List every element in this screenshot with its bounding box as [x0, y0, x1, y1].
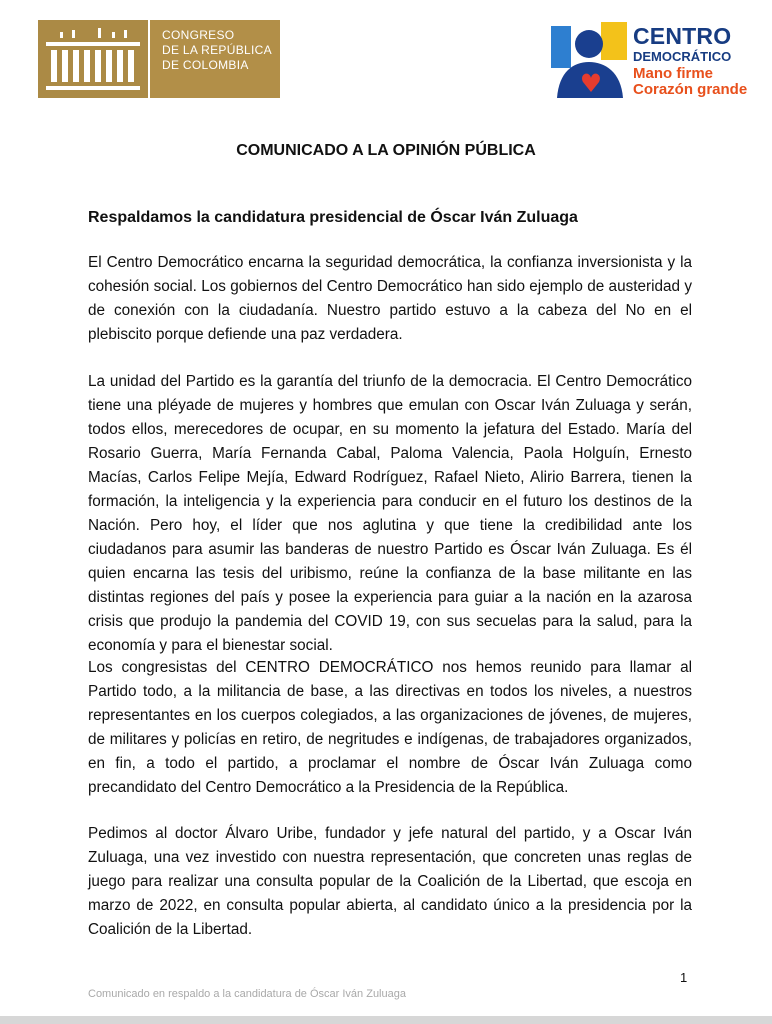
party-name-line-1: CENTRO [633, 23, 732, 49]
party-emblem-icon [551, 22, 627, 98]
party-slogan-line-1: Mano firme [633, 65, 714, 82]
page-number: 1 [680, 970, 688, 985]
paragraph: El Centro Democrático encarna la seguridad democrática, la confianza inversionista y la cohesión social. Los gobiernos del Centro Democrático han sido ejemplo de austeridad y de conexión con la ciudadanía. Nuestro partido estuvo a la cabeza del No en el plebiscito porque defiende una paz verdadera. [88, 254, 692, 343]
congreso-line-1: CONGRESO [162, 28, 235, 42]
party-name-line-2: DEMOCRÁTICO [633, 49, 732, 64]
paragraph: Los congresistas del CENTRO DEMOCRÁTICO nos hemos reunido para llamar al Partido todo, a la militancia de base, a las directivas en todos los niveles, a nuestros representantes en los cuerpos colegiados, a las organizaciones de jóvenes, de mujeres, de militares y policías en retiro, de negritudes e indígenas, de trabajadores organizados, en fin, a todo el partido, a proclamar el nombre de Óscar Iván Zuluaga como precandidato del Centro Democrático a la Presidencia de la República. [88, 659, 692, 796]
paragraph: Pedimos al doctor Álvaro Uribe, fundador y jefe natural del partido, y a Oscar Iván Zuluaga, una vez investido con nuestra representación, que concreten unas reglas de juego para realizar una consulta popular de la Coalición de la Libertad, que escoja en marzo de 2022, en consulta popular abierta, al candidato único a la presidencia por la Coalición de la Libertad. [88, 825, 692, 938]
centro-democratico-logo [551, 20, 757, 100]
document-title: COMUNICADO A LA OPINIÓN PÚBLICA [236, 142, 536, 159]
footer-text: Comunicado en respaldo a la candidatura de Óscar Iván Zuluaga [88, 988, 406, 1000]
congreso-line-3: DE COLOMBIA [162, 58, 249, 72]
paragraph: La unidad del Partido es la garantía del triunfo de la democracia. El Centro Democrático tiene una pléyade de mujeres y hombres que emulan con Oscar Iván Zuluaga y serán, todos ellos, merecedores de ocupar, en su momento la jefatura del Estado. María del Rosario Guerra, María Fernanda Cabal, Paloma Valencia, Paola Holguín, Ernesto Macías, Carlos Felipe Mejía, Edward Rodríguez, Rafael Nieto, Alirio Barrera, tienen la formación, la inteligencia y la experiencia para conducir en el futuro los destinos de la Nación. Pero hoy, el líder que nos aglutina y que tiene la credibilidad ante los ciudadanos para asumir las banderas de nuestro Partido es Óscar Iván Zuluaga. Es él quien encarna las tesis del uribismo, reúne la confianza de la base militante en las distintas regiones del país y posee la experiencia para guiar a la nación en la azarosa crisis que produjo la pandemia del COVID 19, con sus secuelas para la salud, para la economía y para el bienestar social. [88, 373, 692, 654]
congreso-logo [38, 20, 280, 98]
page-bottom-edge [0, 1016, 772, 1024]
congreso-name [148, 20, 280, 98]
document-subtitle: Respaldamos la candidatura presidencial de Óscar Iván Zuluaga [88, 209, 578, 226]
congreso-line-2: DE LA REPÚBLICA [162, 43, 272, 57]
party-slogan-line-2: Corazón grande [633, 81, 748, 98]
capitol-building-icon [38, 20, 148, 98]
